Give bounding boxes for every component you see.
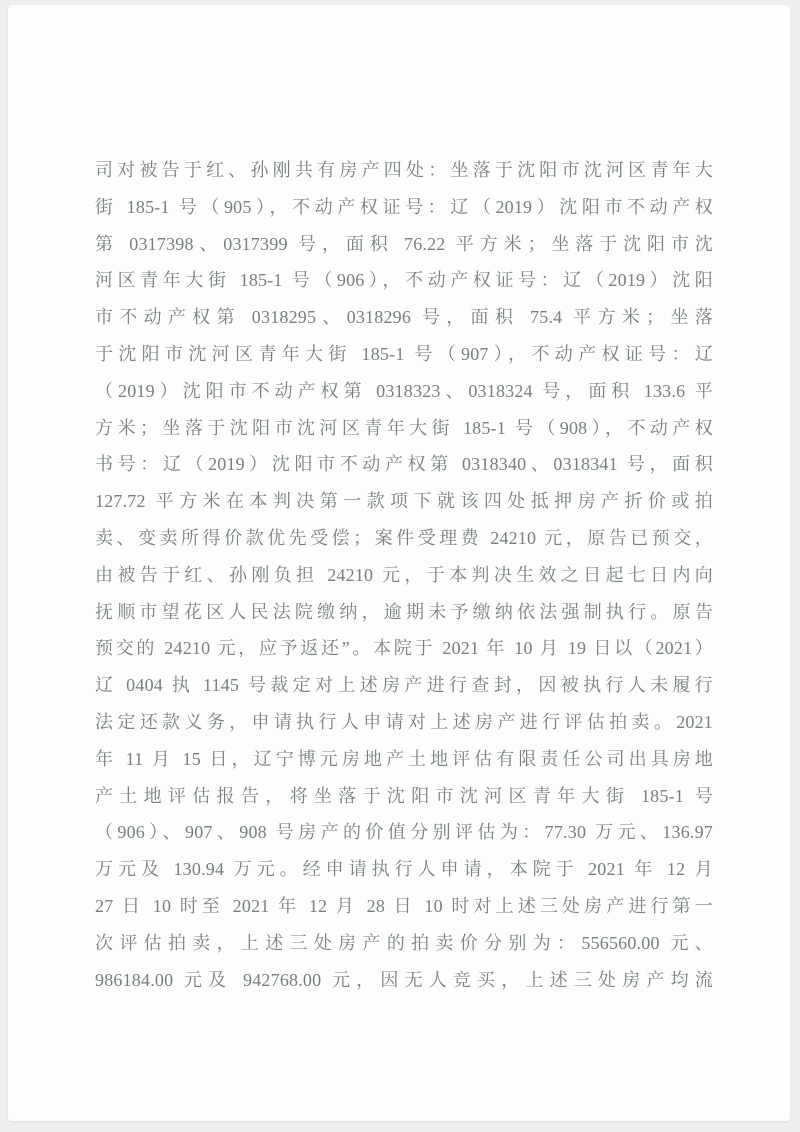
document-line: （906）、907、908 号房产的价值分别评估为：77.30 万元、136.97 <box>95 822 713 843</box>
document-line: 书号：辽（2019）沈阳市不动产权第 0318340、0318341 号，面积 <box>95 454 713 475</box>
document-line: 法定还款义务，申请执行人申请对上述房产进行评估拍卖。2021 <box>95 711 713 732</box>
document-page <box>8 5 790 1121</box>
document-line: 辽 0404 执 1145 号裁定对上述房产进行查封，因被执行人未履行 <box>95 675 713 696</box>
document-line: 产土地评估报告，将坐落于沈阳市沈河区青年大街 185-1 号 <box>95 785 713 806</box>
document-line: 方米；坐落于沈阳市沈河区青年大街 185-1 号（908），不动产权 <box>95 417 713 438</box>
document-line: 河区青年大街 185-1 号（906），不动产权证号：辽（2019）沈阳 <box>95 270 713 291</box>
document-line: 卖、变卖所得价款优先受偿；案件受理费 24210 元，原告已预交， <box>95 527 713 548</box>
document-line: 次评估拍卖，上述三处房产的拍卖价分别为：556560.00 元、 <box>95 932 713 953</box>
document-line: 986184.00 元及 942768.00 元，因无人竞买，上述三处房产均流 <box>95 969 713 990</box>
document-line: 第 0317398、0317399 号，面积 76.22 平方米；坐落于沈阳市沈 <box>95 233 713 254</box>
document-line: 27 日 10 时至 2021 年 12 月 28 日 10 时对上述三处房产进行第一 <box>95 895 713 916</box>
document-line: 年 11 月 15 日，辽宁博元房地产土地评估有限责任公司出具房地 <box>95 748 713 769</box>
document-line: 市不动产权第 0318295、0318296 号，面积 75.4 平方米；坐落 <box>95 307 713 328</box>
document-line: 预交的 24210 元，应予返还”。本院于 2021 年 10 月 19 日以（2021） <box>95 638 713 659</box>
document-line: 由被告于红、孙刚负担 24210 元，于本判决生效之日起七日内向 <box>95 564 713 585</box>
document-line: 万元及 130.94 万元。经申请执行人申请，本院于 2021 年 12 月 <box>95 859 713 880</box>
document-line: 于沈阳市沈河区青年大街 185-1 号（907），不动产权证号：辽 <box>95 343 713 364</box>
document-line: （2019）沈阳市不动产权第 0318323、0318324 号，面积 133.6 平 <box>95 380 713 401</box>
document-line: 抚顺市望花区人民法院缴纳，逾期未予缴纳依法强制执行。原告 <box>95 601 713 622</box>
document-line: 127.72 平方米在本判决第一款项下就该四处抵押房产折价或拍 <box>95 491 713 512</box>
document-line: 司对被告于红、孙刚共有房产四处：坐落于沈阳市沈河区青年大 <box>95 160 713 180</box>
document-text-block <box>95 152 713 998</box>
document-line: 街 185-1 号（905），不动产权证号：辽（2019）沈阳市不动产权 <box>95 196 713 217</box>
